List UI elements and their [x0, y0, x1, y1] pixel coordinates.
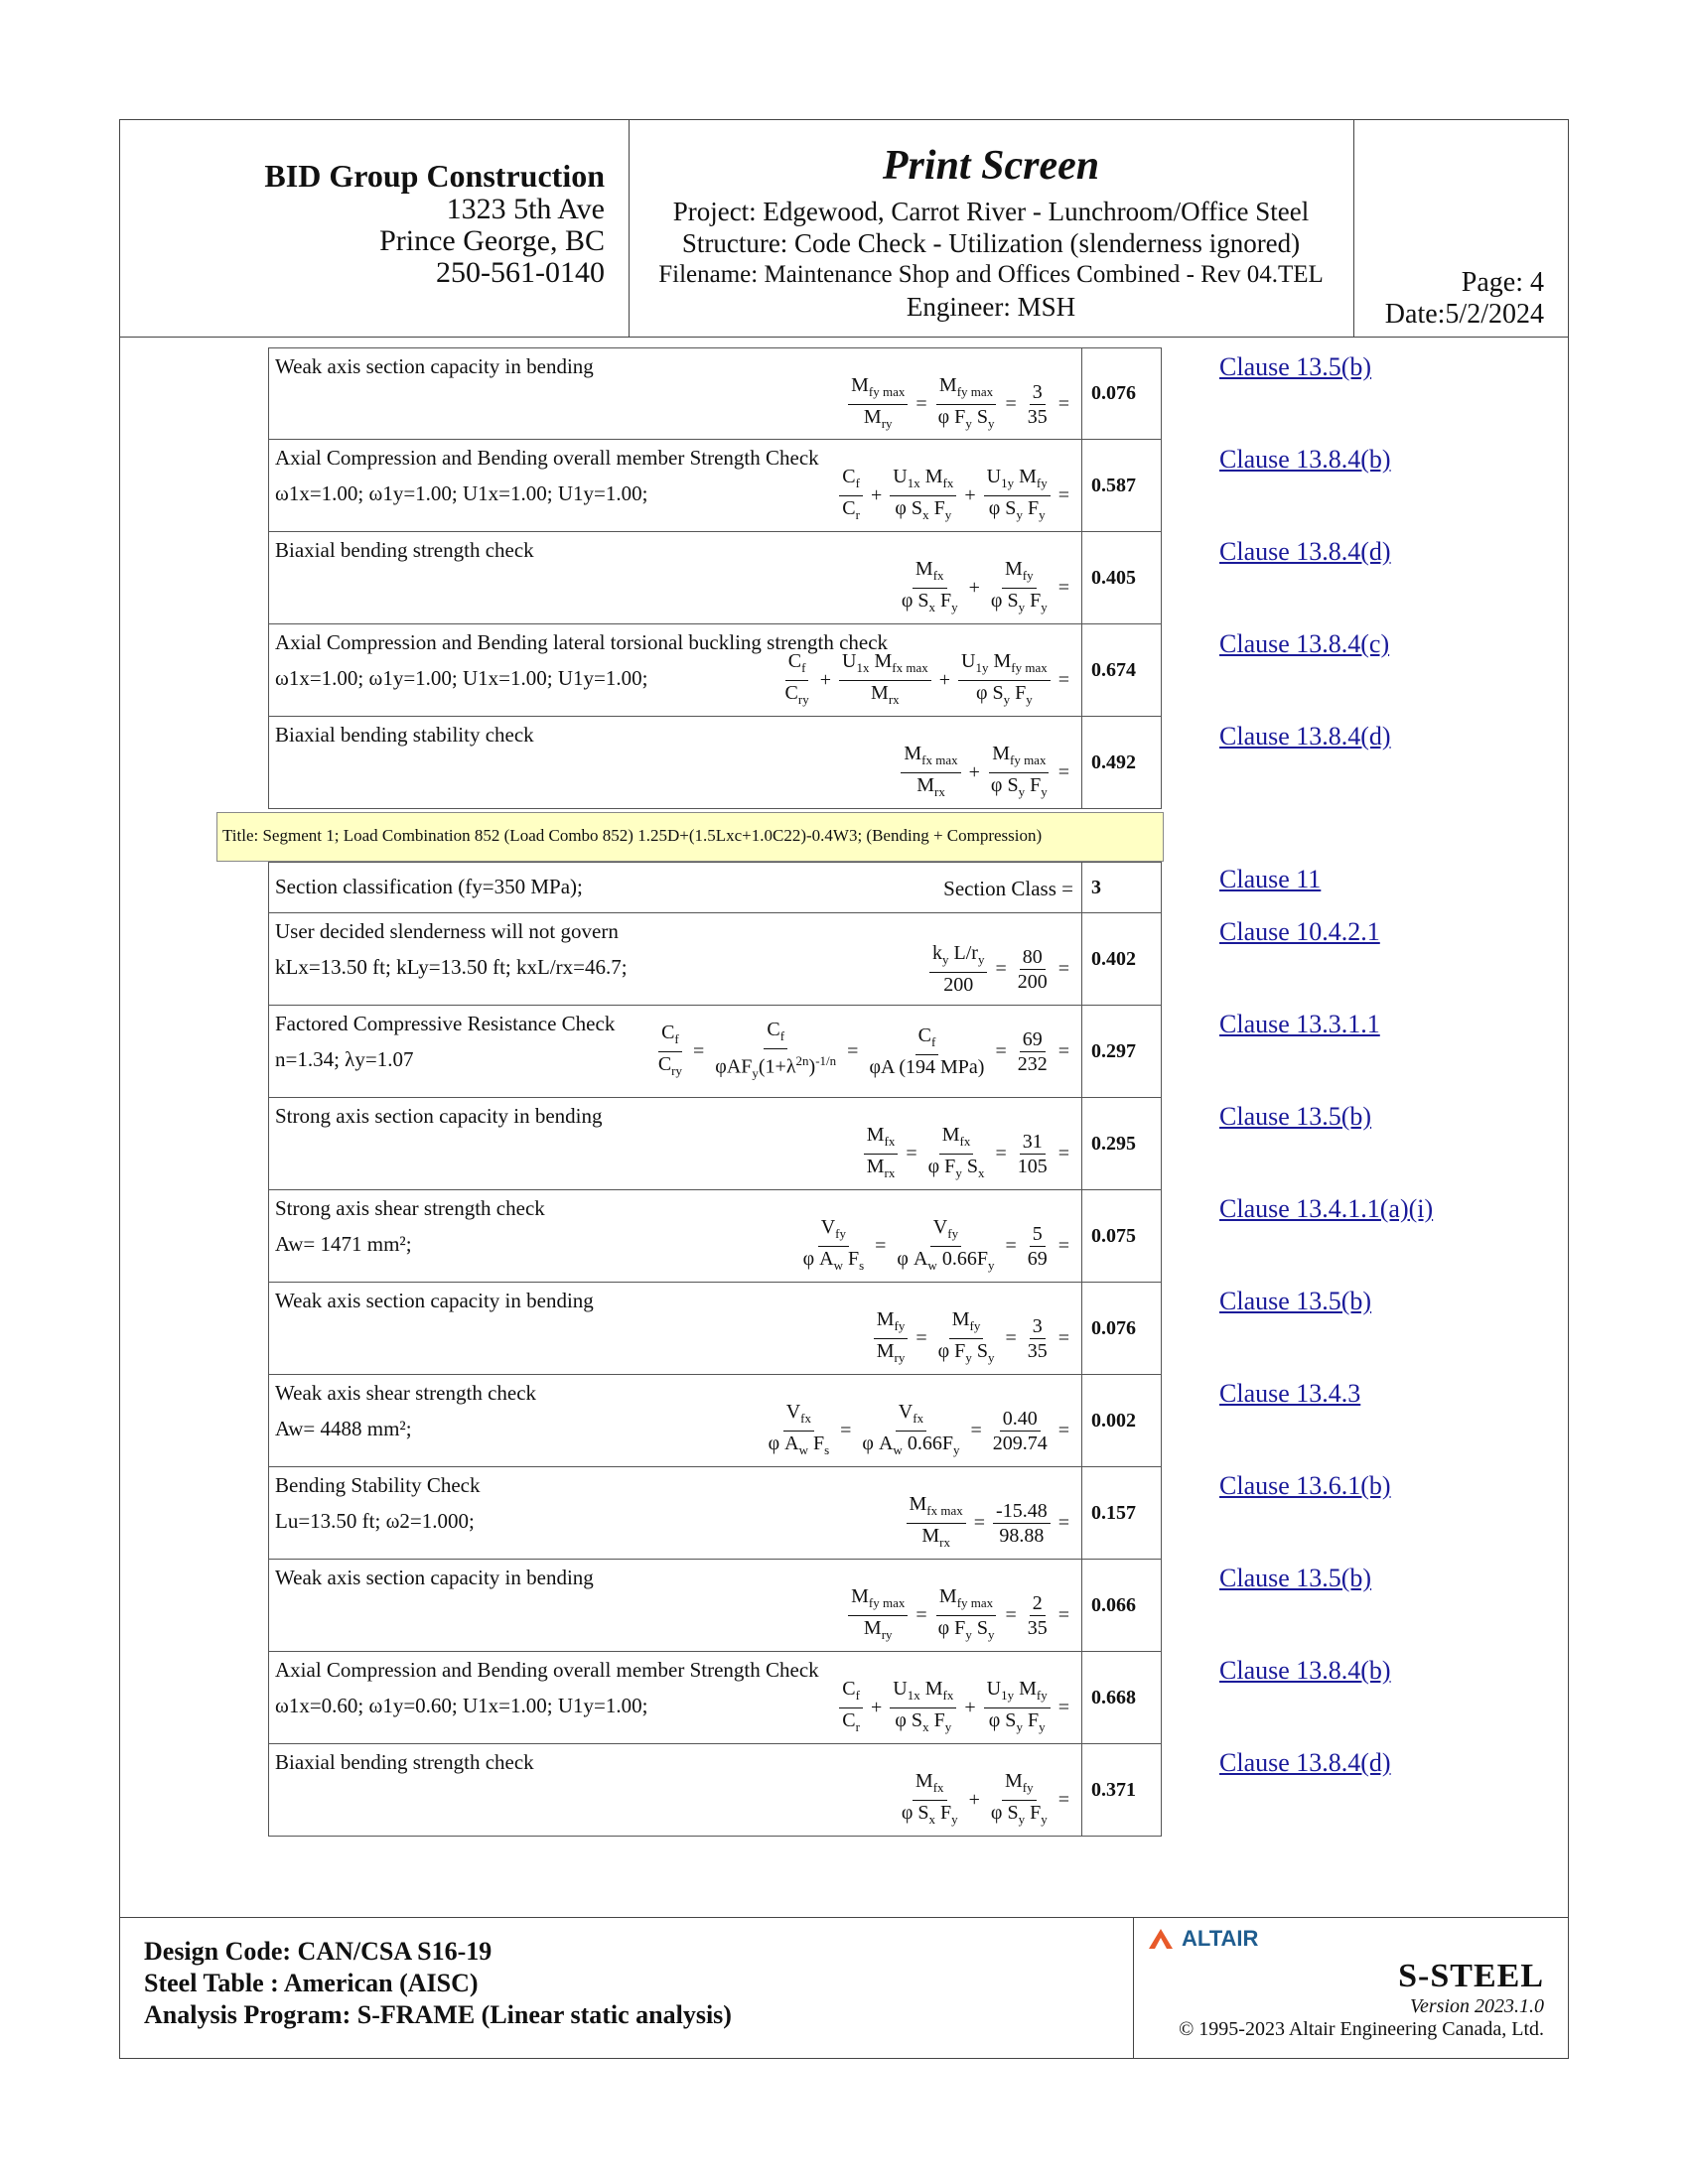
check-row: Axial Compression and Bending overall member Strength Check ω1x=1.00; ω1y=1.00; U1x=1.00; U1y=1.00; $\frac{C_f}{C_r}$ + $\frac{U_{1x} M_{fx}}{\varphi S_x F_y}$ + $\frac{U_{1y} M_{fy}}{\varphi S_y F_y}$ = 0.587: [268, 440, 1162, 532]
structure-line: Structure: Code Check - Utilization (slenderness ignored): [681, 228, 1301, 258]
check-result: 0.587: [1091, 474, 1136, 496]
copyright: © 1995-2023 Altair Engineering Canada, Ltd.: [1179, 2018, 1544, 2040]
clause-link[interactable]: Clause 13.5(b): [1219, 1102, 1372, 1131]
check-formula: $\frac{k_y L/r_y}{200}$ = $\frac{80}{200}$ =: [925, 937, 1073, 1001]
check-row: Weak axis shear strength check Aw= 4488 mm²; $\frac{V_{fx}}{\varphi A_w F_s}$ = $\frac{V_{fx}}{\varphi A_w 0.66F_y}$ = $\frac{0.40}{209.74}$ = 0.002: [268, 1375, 1162, 1467]
check-result: 0.066: [1091, 1593, 1136, 1616]
check-result: 0.371: [1091, 1778, 1136, 1801]
check-row: Strong axis shear strength check Aw= 1471 mm²; $\frac{V_{fy}}{\varphi A_w F_s}$ = $\frac{V_{fy}}{\varphi A_w 0.66F_y}$ = $\frac{5}{69}$ = 0.075: [268, 1190, 1162, 1283]
clause-link[interactable]: Clause 13.8.4(b): [1219, 445, 1391, 474]
check-result: 0.297: [1091, 1039, 1136, 1062]
page-info: [1385, 267, 1544, 331]
check-result: 0.295: [1091, 1132, 1136, 1155]
check-result: 0.492: [1091, 751, 1136, 773]
clause-link[interactable]: Clause 10.4.2.1: [1219, 917, 1380, 946]
company-name: BID Group Construction: [264, 158, 605, 194]
check-formula: $\frac{V_{fx}}{\varphi A_w F_s}$ = $\frac{V_{fx}}{\varphi A_w 0.66F_y}$ = $\frac{0.40}{209.74}$ =: [768, 1400, 1069, 1457]
check-formula: $\frac{C_f}{C_{ry}}$ = $\frac{C_f}{\varphi AF_y(1+\lambda^{2n})^{-1/n}}$ = $\frac{C_f}{\text{φA (194 MPa)}}$ = $\frac{69}{232}$ =: [657, 1018, 1069, 1081]
check-row: Weak axis section capacity in bending $\frac{M_{fy max}}{M_{ry}}$ = $\frac{M_{fy max}}{\varphi F_y S_y}$ = $\frac{3}{35}$ = 0.076: [268, 347, 1162, 440]
check-formula: $\frac{M_{fx}}{M_{rx}}$ = $\frac{M_{fx}}{\varphi F_y S_x}$ = $\frac{31}{105}$ =: [860, 1122, 1073, 1185]
check-formula: $\frac{M_{fx}}{\varphi S_x F_y}$ + $\frac{M_{fy}}{\varphi S_y F_y}$ =: [901, 557, 1069, 614]
clause-link[interactable]: Clause 13.5(b): [1219, 1564, 1372, 1592]
page-header: [120, 120, 1568, 338]
check-formula: $\frac{M_{fx}}{\varphi S_x F_y}$ + $\frac{M_{fy}}{\varphi S_y F_y}$ =: [901, 1769, 1069, 1827]
check-row: Axial Compression and Bending lateral torsional buckling strength check ω1x=1.00; ω1y=1.00; U1x=1.00; U1y=1.00; $\frac{C_f}{C_{ry}}$ + $\frac{U_{1x} M_{fx max}}{M_{rx}}$ + $\frac{U_{1y} M_{fy max}}{\varphi S_y F_y}$ = 0.674: [268, 624, 1162, 717]
check-row: Strong axis section capacity in bending $\frac{M_{fx}}{M_{rx}}$ = $\frac{M_{fx}}{\varphi F_y S_x}$ = $\frac{31}{105}$ = 0.295: [268, 1098, 1162, 1190]
clause-link[interactable]: Clause 13.5(b): [1219, 1287, 1372, 1315]
check-formula: $\frac{M_{fy}}{M_{ry}}$ = $\frac{M_{fy}}{\varphi F_y S_y}$ = $\frac{3}{35}$ =: [870, 1306, 1073, 1370]
segment-title-bar: Title: Segment 1; Load Combination 852 (Load Combo 852) 1.25D+(1.5Lxc+1.0C22)-0.4W3; (Bending + Compression): [216, 812, 1164, 862]
check-formula: $\frac{V_{fy}}{\varphi A_w F_s}$ = $\frac{V_{fy}}{\varphi A_w 0.66F_y}$ = $\frac{5}{69}$ =: [802, 1215, 1069, 1273]
check-result: 0.402: [1091, 947, 1136, 970]
steel-table: Steel Table : American (AISC): [144, 1969, 479, 1997]
company-block: [120, 120, 630, 337]
check-formula: $\frac{C_f}{C_r}$ + $\frac{U_{1x} M_{fx}}{\varphi S_x F_y}$ + $\frac{U_{1y} M_{fy}}{\varphi S_y F_y}$ =: [835, 464, 1073, 527]
altair-logo: [1148, 1926, 1258, 1952]
project-block: [629, 120, 1354, 337]
page-number: Page: 4: [1461, 267, 1544, 298]
check-formula: $\frac{C_f}{C_{ry}}$ + $\frac{U_{1x} M_{fx max}}{M_{rx}}$ + $\frac{U_{1y} M_{fy max}}{\varphi S_y F_y}$ =: [784, 649, 1069, 707]
check-result: 0.157: [1091, 1501, 1136, 1524]
clause-link[interactable]: Clause 13.5(b): [1219, 352, 1372, 381]
project-line: Project: Edgewood, Carrot River - Lunchroom/Office Steel: [672, 197, 1310, 226]
check-formula: $\frac{M_{fy max}}{M_{ry}}$ = $\frac{M_{fy max}}{\varphi F_y S_y}$ = $\frac{3}{35}$ =: [844, 372, 1073, 436]
engineer-line: Engineer: MSH: [906, 292, 1076, 322]
check-row: Bending Stability Check Lu=13.50 ft; ω2=1.000; $\frac{M_{fx max}}{M_{rx}}$ = $\frac{-15.48}{98.88}$ = 0.157: [268, 1467, 1162, 1560]
clause-link[interactable]: Clause 13.4.1.1(a)(i): [1219, 1194, 1434, 1223]
page-title: Print Screen: [882, 143, 1100, 189]
product-version: Version 2023.1.0: [1410, 1995, 1544, 2017]
clause-link[interactable]: Clause 13.6.1(b): [1219, 1471, 1391, 1500]
check-result: 0.668: [1091, 1686, 1136, 1708]
check-result: 0.002: [1091, 1409, 1136, 1432]
check-result: 0.075: [1091, 1224, 1136, 1247]
company-address-2: Prince George, BC: [379, 224, 605, 257]
check-row: Section classification (fy=350 MPa); Section Class = 3: [268, 862, 1162, 913]
clause-link[interactable]: Clause 13.3.1.1: [1219, 1010, 1380, 1038]
altair-logo-text: ALTAIR: [1182, 1926, 1259, 1951]
design-code: Design Code: CAN/CSA S16-19: [144, 1937, 492, 1966]
check-row: Biaxial bending strength check $\frac{M_{fx}}{\varphi S_x F_y}$ + $\frac{M_{fy}}{\varphi S_y F_y}$ = 0.371: [268, 1744, 1162, 1837]
page-footer: [120, 1917, 1568, 2059]
check-row: Factored Compressive Resistance Check n=1.34; λy=1.07 $\frac{C_f}{C_{ry}}$ = $\frac{C_f}{\varphi AF_y(1+\lambda^{2n})^{-1/n}}$ = $\frac{C_f}{\text{φA (194 MPa)}}$ = $\frac{69}{232}$ = 0.297: [268, 1006, 1162, 1098]
clause-link[interactable]: Clause 13.4.3: [1219, 1379, 1361, 1408]
check-result: 0.405: [1091, 566, 1136, 589]
check-row: Axial Compression and Bending overall member Strength Check ω1x=0.60; ω1y=0.60; U1x=1.00; U1y=1.00; $\frac{C_f}{C_r}$ + $\frac{U_{1x} M_{fx}}{\varphi S_x F_y}$ + $\frac{U_{1y} M_{fy}}{\varphi S_y F_y}$ = 0.668: [268, 1652, 1162, 1744]
check-row: Biaxial bending strength check $\frac{M_{fx}}{\varphi S_x F_y}$ + $\frac{M_{fy}}{\varphi S_y F_y}$ = 0.405: [268, 532, 1162, 624]
check-formula: $\frac{M_{fx max}}{M_{rx}}$ + $\frac{M_{fy max}}{\varphi S_y F_y}$ =: [897, 741, 1073, 804]
check-formula: $\frac{M_{fy max}}{M_{ry}}$ = $\frac{M_{fy max}}{\varphi F_y S_y}$ = $\frac{2}{35}$ =: [844, 1583, 1073, 1647]
product-name: S-STEEL: [1398, 1958, 1544, 1994]
clause-link[interactable]: Clause 11: [1219, 865, 1322, 893]
filename-line: Filename: Maintenance Shop and Offices Combined - Rev 04.TEL: [658, 261, 1324, 288]
page-date: Date:5/2/2024: [1384, 299, 1544, 330]
check-result: 0.674: [1091, 658, 1136, 681]
check-row: Biaxial bending stability check $\frac{M_{fx max}}{M_{rx}}$ + $\frac{M_{fy max}}{\varphi S_y F_y}$ = 0.492: [268, 717, 1162, 809]
clause-link[interactable]: Clause 13.8.4(b): [1219, 1656, 1391, 1685]
check-result: 3: [1091, 876, 1101, 898]
clause-link[interactable]: Clause 13.8.4(d): [1219, 537, 1391, 566]
analysis-program: Analysis Program: S-FRAME (Linear static analysis): [144, 2000, 732, 2029]
check-row: Weak axis section capacity in bending $\frac{M_{fy max}}{M_{ry}}$ = $\frac{M_{fy max}}{\varphi F_y S_y}$ = $\frac{2}{35}$ = 0.066: [268, 1560, 1162, 1652]
clause-link[interactable]: Clause 13.8.4(c): [1219, 629, 1390, 658]
check-row: Weak axis section capacity in bending $\frac{M_{fy}}{M_{ry}}$ = $\frac{M_{fy}}{\varphi F_y S_y}$ = $\frac{3}{35}$ = 0.076: [268, 1283, 1162, 1375]
company-address-1: 1323 5th Ave: [446, 193, 605, 225]
check-formula: $\frac{C_f}{C_r}$ + $\frac{U_{1x} M_{fx}}{\varphi S_x F_y}$ + $\frac{U_{1y} M_{fy}}{\varphi S_y F_y}$ =: [835, 1676, 1073, 1739]
check-row: User decided slenderness will not govern kLx=13.50 ft; kLy=13.50 ft; kxL/rx=46.7; $\frac{k_y L/r_y}{200}$ = $\frac{80}{200}$ = 0.402: [268, 913, 1162, 1006]
check-result: 0.076: [1091, 382, 1136, 404]
check-table: [268, 347, 1162, 1837]
check-formula: $\frac{M_{fx max}}{M_{rx}}$ = $\frac{-15.48}{98.88}$ =: [903, 1491, 1074, 1555]
company-phone: 250-561-0140: [436, 256, 605, 289]
check-result: 0.076: [1091, 1316, 1136, 1339]
clause-link[interactable]: Clause 13.8.4(d): [1219, 722, 1391, 751]
altair-logo-icon: [1148, 1928, 1174, 1950]
clause-link[interactable]: Clause 13.8.4(d): [1219, 1748, 1391, 1777]
